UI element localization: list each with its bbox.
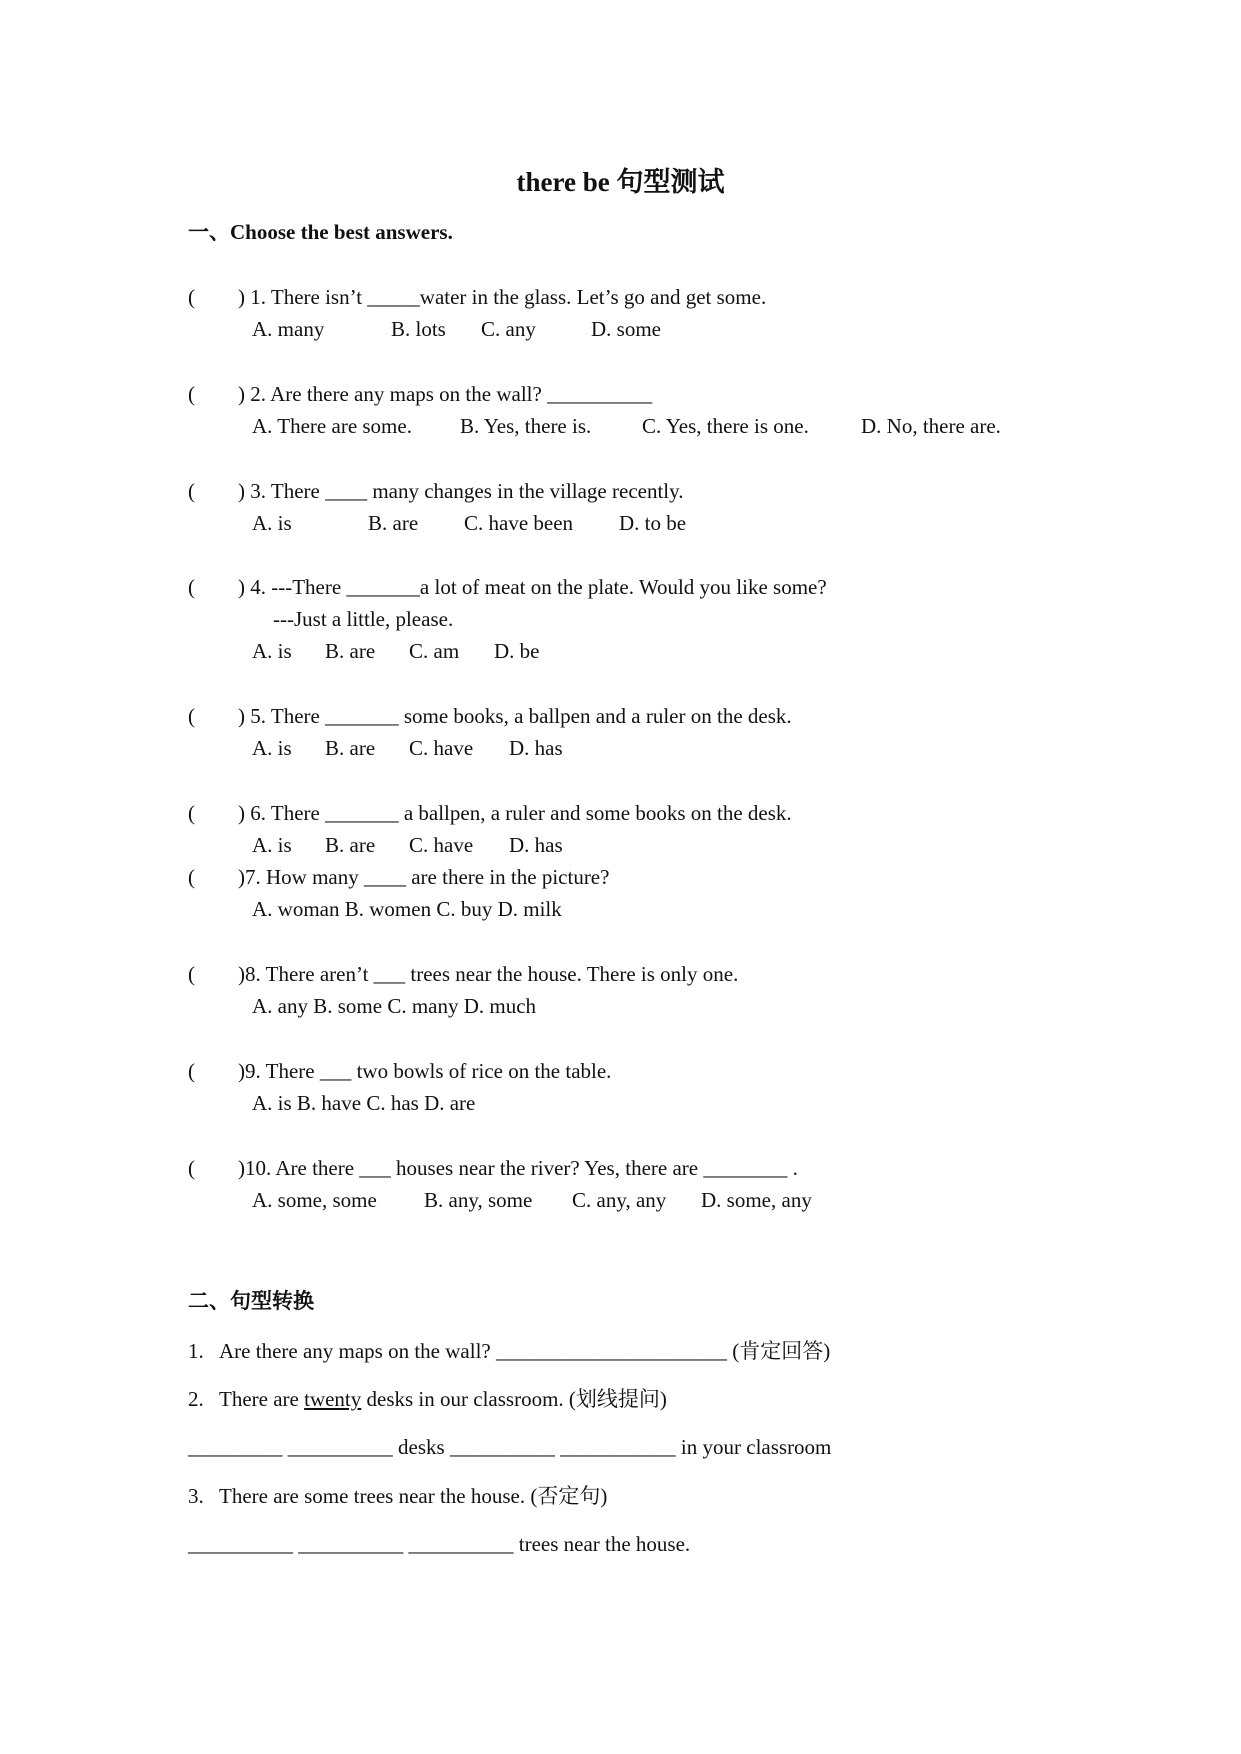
option-d: D. No, there are. — [861, 414, 1001, 438]
question-3 — [0, 477, 1241, 505]
answer-paren: ( — [188, 1156, 195, 1180]
option-b: B. lots — [391, 317, 446, 341]
question-stem: ) 6. There _______ a ballpen, a ruler and some books on the desk. — [238, 801, 792, 825]
option-b: B. are — [325, 833, 376, 857]
item-number: 3. — [188, 1484, 204, 1508]
option-c: C. have — [409, 833, 474, 857]
question-stem-reply: ---Just a little, please. — [273, 607, 454, 631]
option-c: C. have been — [464, 511, 574, 535]
item-text-after: desks in our classroom. (划线提问) — [361, 1387, 667, 1411]
option-a: A. some, some — [252, 1188, 377, 1212]
question-5 — [0, 702, 1241, 730]
answer-paren: ( — [188, 865, 195, 889]
item-text: There are some trees near the house. (否定句) — [219, 1484, 608, 1508]
option-b: B. are — [368, 511, 419, 535]
question-8 — [0, 960, 1241, 988]
option-b: B. are — [325, 736, 376, 760]
question-7 — [0, 863, 1241, 891]
answer-paren: ( — [188, 285, 195, 309]
question-4-options — [0, 637, 1241, 665]
answer-line: __________ __________ __________ trees near the house. — [188, 1532, 691, 1556]
section-1-heading: 一、Choose the best answers. — [188, 220, 453, 244]
question-stem: ) 2. Are there any maps on the wall? __________ — [238, 382, 653, 406]
page-title: there be 句型测试 — [516, 167, 725, 197]
option-c: C. any — [481, 317, 536, 341]
question-stem: ) 5. There _______ some books, a ballpen and a ruler on the desk. — [238, 704, 792, 728]
option-a: A. is — [252, 639, 292, 663]
question-stem: )10. Are there ___ houses near the river? Yes, there are ________ . — [238, 1156, 798, 1180]
question-1 — [0, 283, 1241, 311]
question-4-reply — [0, 605, 1241, 633]
options-line: A. woman B. women C. buy D. milk — [252, 897, 562, 921]
options-line: A. is B. have C. has D. are — [252, 1091, 476, 1115]
option-d: D. be — [494, 639, 540, 663]
option-d: D. has — [509, 736, 563, 760]
option-d: D. some, any — [701, 1188, 812, 1212]
transform-item-1 — [0, 1337, 1241, 1365]
answer-paren: ( — [188, 479, 195, 503]
question-3-options — [0, 509, 1241, 537]
item-number: 2. — [188, 1387, 204, 1411]
question-1-options — [0, 315, 1241, 343]
underlined-word: twenty — [304, 1387, 362, 1411]
item-text — [219, 1385, 667, 1413]
option-b: B. Yes, there is. — [460, 414, 592, 438]
option-a: A. There are some. — [252, 414, 412, 438]
transform-item-3-answer — [0, 1530, 1241, 1558]
question-10-options — [0, 1186, 1241, 1214]
question-5-options — [0, 734, 1241, 762]
option-a: A. many — [252, 317, 325, 341]
transform-item-2-answer — [0, 1433, 1241, 1461]
item-text-before: There are — [219, 1387, 305, 1411]
item-text: Are there any maps on the wall? ______________________ (肯定回答) — [219, 1339, 831, 1363]
question-8-options — [0, 992, 1241, 1020]
question-stem: ) 1. There isn’t _____water in the glass. Let’s go and get some. — [238, 285, 767, 309]
question-2-options — [0, 412, 1241, 440]
answer-line: _________ __________ desks __________ ___________ in your classroom — [188, 1435, 832, 1459]
option-d: D. to be — [619, 511, 687, 535]
option-c: C. any, any — [572, 1188, 667, 1212]
question-9 — [0, 1057, 1241, 1085]
question-10 — [0, 1154, 1241, 1182]
option-c: C. am — [409, 639, 460, 663]
transform-item-2 — [0, 1385, 1241, 1413]
question-4 — [0, 573, 1241, 601]
question-stem: ) 4. ---There _______a lot of meat on the plate. Would you like some? — [238, 575, 827, 599]
option-a: A. is — [252, 833, 292, 857]
answer-paren: ( — [188, 382, 195, 406]
option-a: A. is — [252, 511, 292, 535]
answer-paren: ( — [188, 1059, 195, 1083]
option-d: D. some — [591, 317, 661, 341]
question-6-options — [0, 831, 1241, 859]
answer-paren: ( — [188, 962, 195, 986]
option-b: B. any, some — [424, 1188, 533, 1212]
question-stem: )7. How many ____ are there in the picture? — [238, 865, 610, 889]
question-7-options — [0, 895, 1241, 923]
option-d: D. has — [509, 833, 563, 857]
question-6 — [0, 799, 1241, 827]
question-stem: )9. There ___ two bowls of rice on the table. — [238, 1059, 612, 1083]
answer-paren: ( — [188, 801, 195, 825]
option-c: C. Yes, there is one. — [642, 414, 809, 438]
transform-item-3 — [0, 1482, 1241, 1510]
options-line: A. any B. some C. many D. much — [252, 994, 537, 1018]
answer-paren: ( — [188, 575, 195, 599]
option-c: C. have — [409, 736, 474, 760]
section-2-heading: 二、句型转换 — [188, 1289, 314, 1313]
answer-paren: ( — [188, 704, 195, 728]
item-number: 1. — [188, 1339, 204, 1363]
question-stem: )8. There aren’t ___ trees near the house. There is only one. — [238, 962, 739, 986]
question-9-options — [0, 1089, 1241, 1117]
question-2 — [0, 380, 1241, 408]
option-a: A. is — [252, 736, 292, 760]
option-b: B. are — [325, 639, 376, 663]
question-stem: ) 3. There ____ many changes in the village recently. — [238, 479, 684, 503]
